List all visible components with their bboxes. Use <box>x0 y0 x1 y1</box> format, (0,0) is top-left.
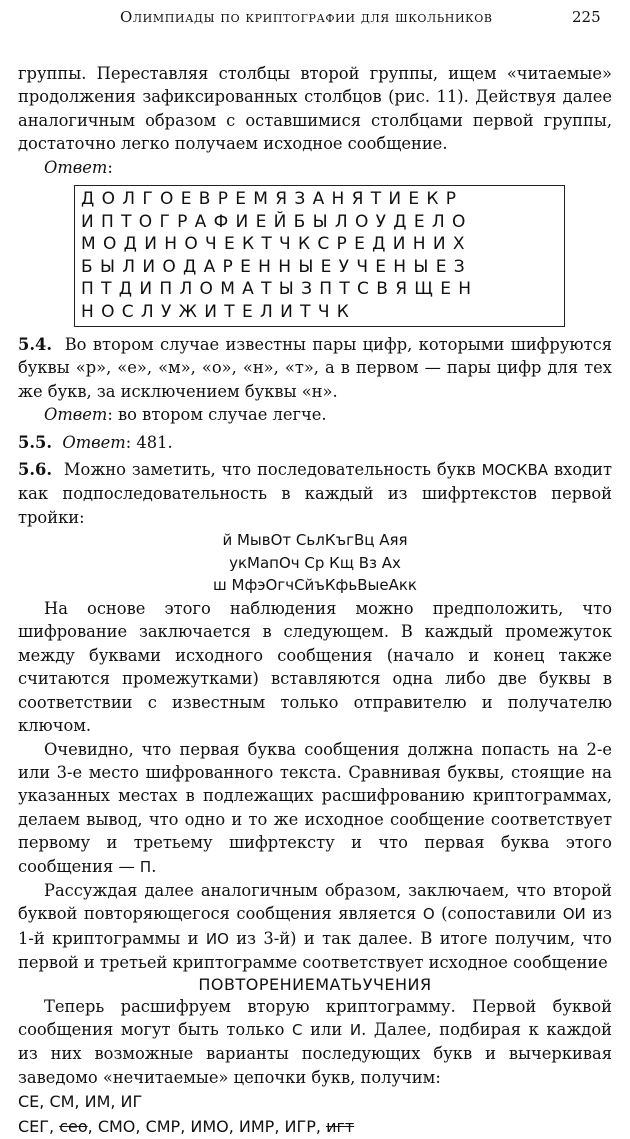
answer-colon: : <box>107 157 113 177</box>
grid-row-4: БЫЛИОДАРЕННЫЕУЧЕНЫЕЗ <box>81 256 472 277</box>
text-span: . <box>151 856 157 876</box>
answer-text: : 481. <box>125 432 173 452</box>
section-5-4 <box>18 333 612 403</box>
text-span: (сопоставили <box>441 904 557 924</box>
paragraph-continuation: группы. Переставляя столбцы второй группы, ищем «читаемые» продолжения зафиксированных столбцов (рис. 11). Действуя далее аналогичным образом с оставшимися столбцами первой группы, достаточно легко получаем исходное сообщение. <box>18 64 612 154</box>
section-text-2: входит как подпоследовательность в каждый из шифртекстов первой тройки: <box>18 460 612 527</box>
letter: С <box>292 1020 303 1039</box>
struck-variant: сео <box>59 1117 88 1137</box>
paragraph-hypothesis: На основе этого наблюдения можно предположить, что шифрование заключается в следующем. В каждый промежуток между буквами исходного сообщения (начало и конец также считаются промежутками) вставляются одна либо две буквы в соответствии с известным только отправителю и получателю ключом. <box>18 599 612 736</box>
page-body <box>18 62 612 1139</box>
section-number: 5.4. <box>18 335 52 355</box>
text-span: из 1-й криптограммы и <box>18 904 612 948</box>
grid-row-2: ИПТОГРАФИЕЙБЫЛОУДЕЛО <box>81 211 473 232</box>
text-span: Теперь расшифруем вторую криптограмму. Первой буквой сообщения могут быть только <box>18 996 612 1039</box>
letter: О <box>422 905 435 924</box>
page-number: 225 <box>572 8 601 26</box>
answer-label: Ответ <box>62 432 126 452</box>
variants-line-2 <box>18 1114 612 1139</box>
section-number: 5.5. <box>18 432 52 452</box>
section-5-4-answer <box>18 403 612 426</box>
paragraph-second <box>18 995 612 1090</box>
paragraph-reasoning <box>18 879 612 975</box>
paragraph-first-letter <box>18 738 612 879</box>
letter-pair: ИО <box>205 929 229 948</box>
text-span: . Далее, подбирая к каждой из них возможные варианты последующих букв и вычеркивая заведомо «нечитаемые» цепочки букв, получим: <box>18 1019 612 1087</box>
running-title: Олимпиады по криптографии для школьников <box>120 8 493 26</box>
answer-grid <box>74 185 565 327</box>
answer-label: Ответ <box>44 405 108 425</box>
answer-label: Ответ <box>44 157 108 177</box>
grid-row-5: ПТДИПЛОМАТЫЗПТСВЯЩЕН <box>81 279 479 300</box>
text-span: Рассуждая далее аналогичным образом, заключаем, что второй буквой повторяющегося сообщения является <box>18 880 612 924</box>
text-span: Очевидно, что первая буква сообщения должна попасть на 2-е или 3-е место шифрованного текста. Сравнивая буквы, стоящие на указанных местах в подлежащих расшифрованию криптограммах, делаем вывод, что одно и то же исходное сообщение соответствует первому и третьему шифртексту и что первая буква этого сообщения — <box>18 739 612 876</box>
letter: П <box>139 857 152 876</box>
letter: И <box>349 1020 362 1039</box>
grid-row-6: НОСЛУЖИТЕЛИТЧК <box>81 301 357 322</box>
cipher-1: й МывОт СьлКъгВц Аяя <box>222 531 408 550</box>
grid-row-3: МОДИНОЧЕКТЧКСРЕДИНИХ <box>81 234 472 255</box>
section-text: Во втором случае известны пары цифр, которыми шифруются буквы «р», «е», «м», «о», «н», «т», а в первом — пары цифр для тех же букв, за исключением буквы «н». <box>18 335 612 401</box>
text-span: или <box>310 1019 343 1039</box>
section-number: 5.6. <box>18 460 52 480</box>
answer-line <box>18 156 612 179</box>
highlight-word: МОСКВА <box>481 461 549 480</box>
section-5-6 <box>18 458 612 529</box>
grid-row-1: ДОЛГОЕВРЕМЯЗАНЯТИЕКР <box>81 189 464 210</box>
variant-text: , СМО, СМР, ИМО, ИМР, ИГР, <box>87 1117 321 1137</box>
struck-variant: игт <box>326 1117 355 1137</box>
section-5-5 <box>18 431 612 454</box>
answer-text: : во втором случае легче. <box>107 405 327 425</box>
cipher-3: ш МфэОгчСйъКфьВыеАкк <box>213 576 417 595</box>
variants-line-1: СЕ, СМ, ИМ, ИГ <box>18 1092 143 1112</box>
variant-text: СЕГ, <box>18 1117 55 1137</box>
cipher-2: укМапОч Ср Кщ Вз Ах <box>229 553 401 572</box>
text-span: из 3-й) и так далее. В итоге получим, что первой и третьей криптограмме соответствует исходное сообщение <box>18 928 612 973</box>
section-text: Можно заметить, что последовательность букв <box>63 460 476 480</box>
page-header <box>0 8 630 32</box>
decrypted-message: ПОВТОРЕНИЕМАТЬУЧЕНИЯ <box>198 974 432 994</box>
letter-pair: ОИ <box>562 905 586 924</box>
